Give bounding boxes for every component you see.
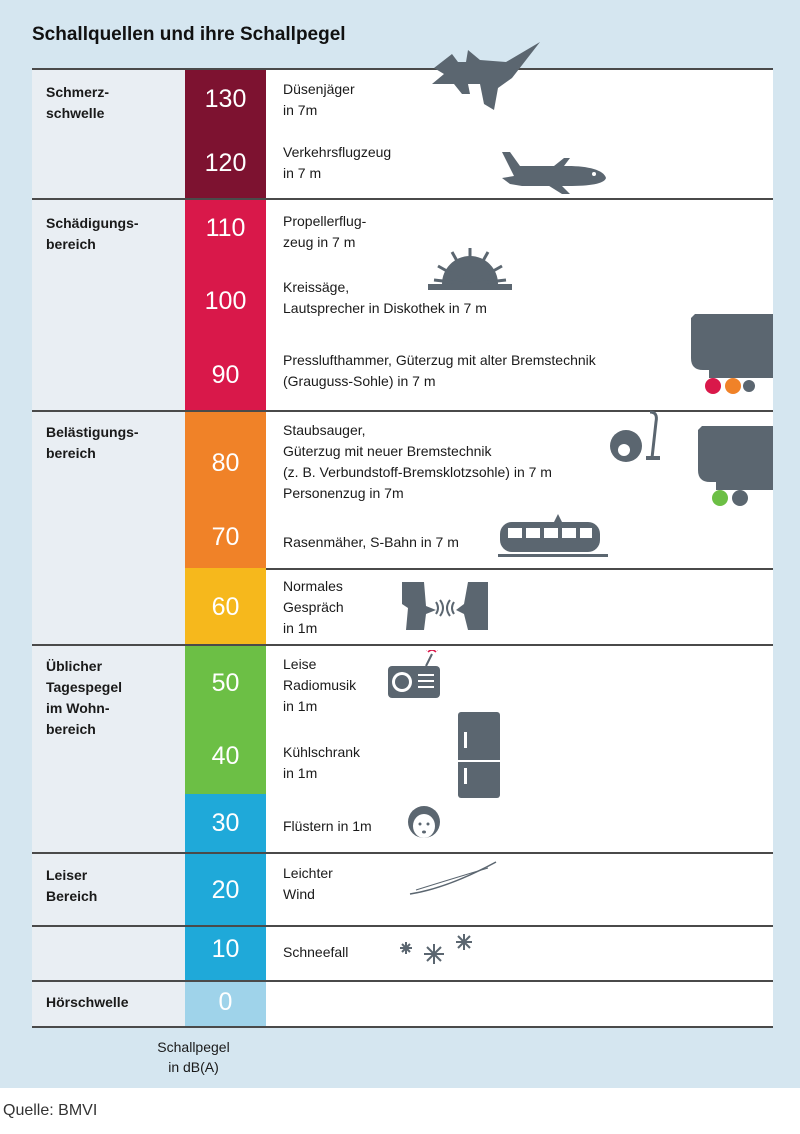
source-label: Leichter Wind [283, 865, 333, 902]
db-value: 70 [211, 523, 240, 551]
source-label: Normales Gespräch in 1m [283, 578, 344, 636]
conversation-faces-icon [400, 578, 492, 632]
jet-fighter-icon [428, 40, 542, 124]
category-label: Üblicher Tagespegel im Wohn- bereich [46, 658, 122, 737]
db-value: 110 [205, 214, 246, 242]
divider [32, 198, 773, 200]
divider [32, 980, 773, 982]
source-label: Staubsauger, Güterzug mit neuer Bremstechnik (z. B. Verbundstoff-Bremsklotzsohle) in 7 m Personenzug in 7m [283, 422, 552, 501]
divider [32, 925, 773, 927]
freight-wagon-icon [696, 426, 773, 508]
source-note: Quelle: BMVI [3, 1102, 98, 1119]
refrigerator-icon [456, 710, 502, 800]
category-label: Belästigungs- bereich [46, 424, 139, 461]
source-label: Flüstern in 1m [283, 818, 372, 834]
commuter-train-icon [498, 512, 612, 558]
db-value: 50 [211, 669, 240, 697]
freight-wagon-icon [689, 314, 773, 396]
source-label: Rasenmäher, S-Bahn in 7 m [283, 534, 459, 550]
snowflake-icon [396, 930, 476, 970]
circular-saw-icon [428, 244, 512, 292]
divider-top [32, 68, 773, 70]
db-value: 30 [211, 809, 240, 837]
source-label: Verkehrsflugzeug in 7 m [283, 144, 392, 181]
category-label: Hörschwelle [46, 994, 129, 1010]
db-value: 90 [211, 361, 240, 389]
unit-label: Schallpegel in dB(A) [157, 1039, 230, 1075]
db-value: 60 [211, 593, 240, 621]
source-label: Presslufthammer, Güterzug mit alter Bremstechnik (Grauguss-Sohle) in 7 m [283, 352, 596, 389]
source-label: Düsenjäger in 7m [283, 81, 355, 118]
source-label: Propellerflug- zeug in 7 m [283, 213, 367, 250]
db-value: 120 [204, 149, 247, 177]
db-value: 130 [204, 85, 247, 113]
db-value: 0 [218, 988, 233, 1016]
divider-bottom [32, 1026, 773, 1028]
sound-level-table [32, 68, 773, 1026]
divider [266, 568, 773, 570]
db-value: 20 [211, 876, 240, 904]
airliner-icon [498, 148, 608, 194]
db-value: 100 [204, 287, 247, 315]
source-label: Schneefall [283, 944, 349, 960]
category-label: Leiser Bereich [46, 867, 98, 904]
db-value: 80 [211, 449, 240, 477]
category-label: Schmerz- schwelle [46, 84, 110, 121]
whispering-face-icon [406, 804, 442, 842]
source-label: Kühlschrank in 1m [283, 744, 361, 781]
source-label: Leise Radiomusik in 1m [283, 656, 357, 714]
vacuum-cleaner-icon [606, 408, 662, 464]
wind-icon [408, 858, 498, 898]
source-label: Kreissäge, Lautsprecher in Diskothek in 7 m [283, 279, 487, 316]
db-value: 10 [211, 935, 240, 963]
radio-icon [386, 650, 442, 700]
band-daily [185, 644, 266, 794]
page-title: Schallquellen und ihre Schallpegel [32, 24, 346, 45]
db-value: 40 [211, 742, 240, 770]
divider [32, 644, 773, 646]
category-label: Schädigungs- bereich [46, 215, 139, 252]
divider [32, 852, 773, 854]
